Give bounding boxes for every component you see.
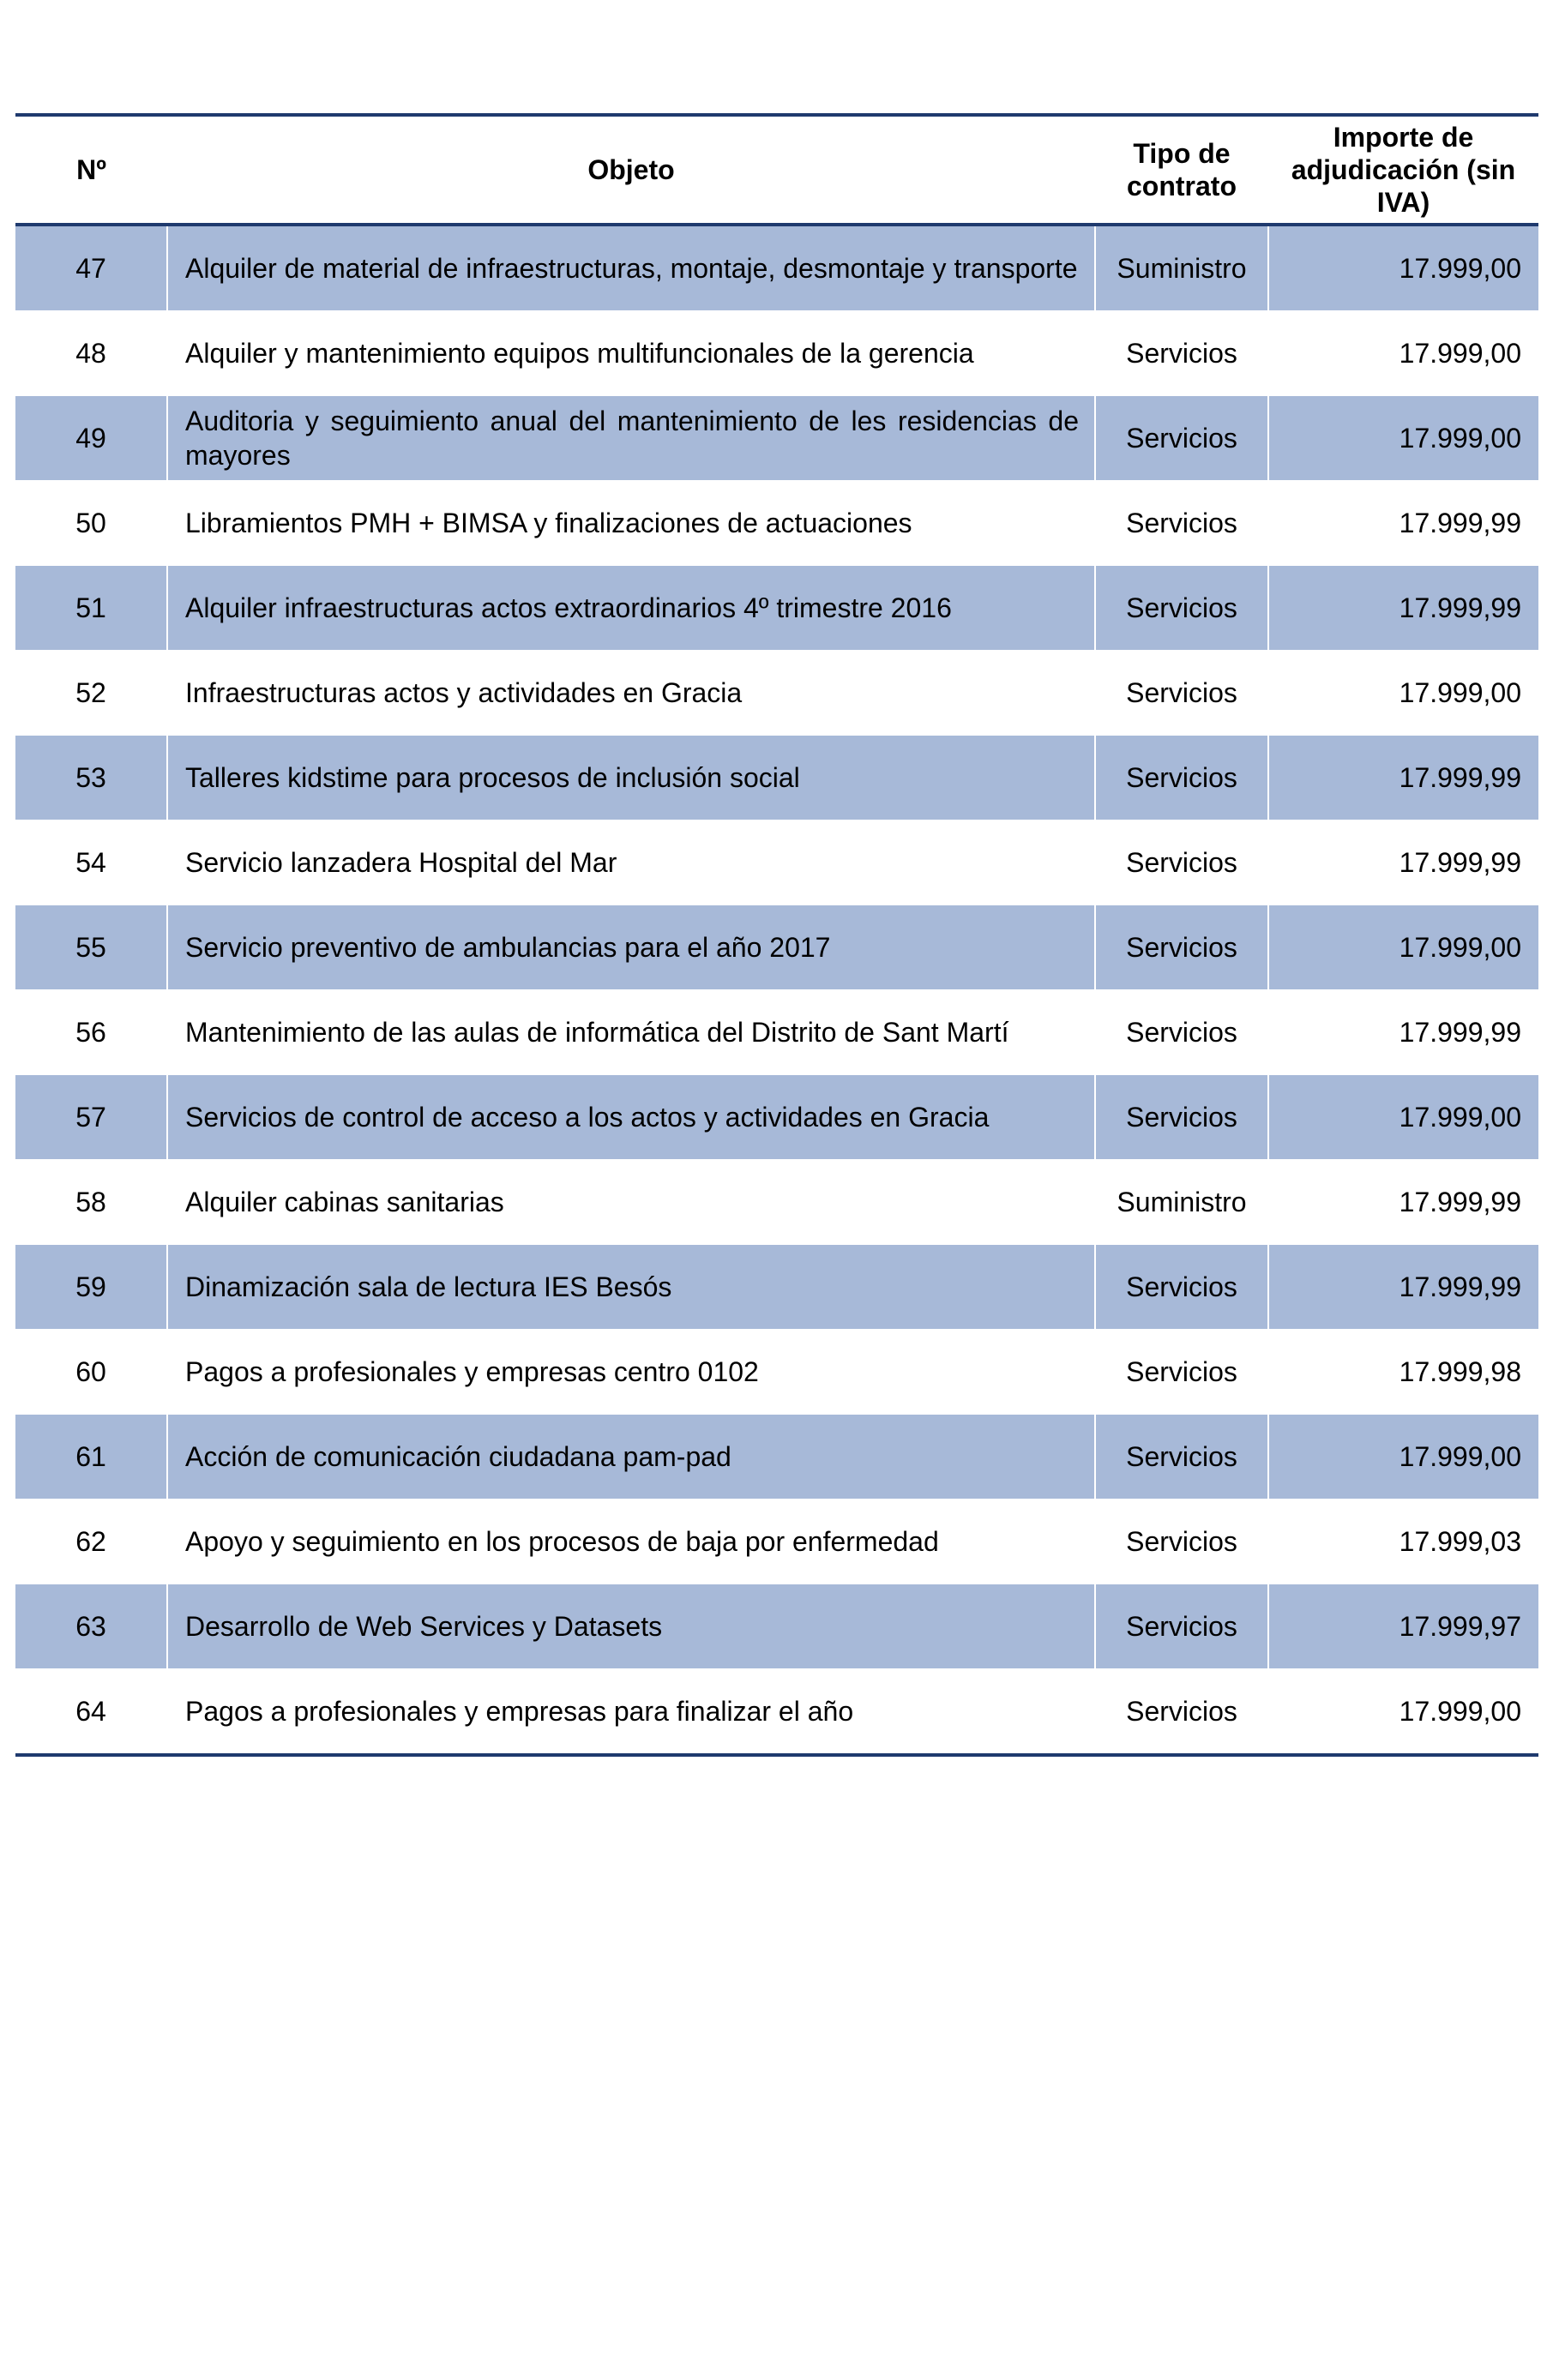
row-num: 49	[15, 396, 167, 481]
row-num: 48	[15, 311, 167, 396]
row-num: 62	[15, 1500, 167, 1584]
row-objeto: Apoyo y seguimiento en los procesos de baja por enfermedad	[167, 1500, 1095, 1584]
table-row	[15, 1500, 1538, 1584]
row-objeto: Infraestructuras actos y actividades en Gracia	[167, 651, 1095, 736]
table-row	[15, 990, 1538, 1075]
row-num: 51	[15, 566, 167, 651]
row-num: 50	[15, 481, 167, 566]
row-tipo: Servicios	[1095, 1245, 1268, 1330]
row-importe: 17.999,99	[1268, 820, 1538, 905]
row-tipo: Suministro	[1095, 1160, 1268, 1245]
table-body	[15, 225, 1538, 1755]
row-importe: 17.999,00	[1268, 1669, 1538, 1756]
row-objeto: Alquiler y mantenimiento equipos multifuncionales de la gerencia	[167, 311, 1095, 396]
row-importe: 17.999,00	[1268, 1075, 1538, 1160]
table-row	[15, 1160, 1538, 1245]
row-tipo: Servicios	[1095, 311, 1268, 396]
row-tipo: Servicios	[1095, 736, 1268, 820]
row-importe: 17.999,00	[1268, 905, 1538, 990]
table-row	[15, 1075, 1538, 1160]
row-objeto: Pagos a profesionales y empresas para finalizar el año	[167, 1669, 1095, 1756]
row-importe: 17.999,03	[1268, 1500, 1538, 1584]
row-tipo: Servicios	[1095, 481, 1268, 566]
row-objeto: Servicio lanzadera Hospital del Mar	[167, 820, 1095, 905]
row-num: 53	[15, 736, 167, 820]
row-num: 61	[15, 1415, 167, 1500]
row-tipo: Servicios	[1095, 396, 1268, 481]
table-row	[15, 566, 1538, 651]
row-objeto: Talleres kidstime para procesos de inclusión social	[167, 736, 1095, 820]
row-importe: 17.999,99	[1268, 736, 1538, 820]
row-importe: 17.999,99	[1268, 566, 1538, 651]
row-tipo: Servicios	[1095, 905, 1268, 990]
table-row	[15, 1669, 1538, 1756]
table-row	[15, 820, 1538, 905]
row-objeto: Mantenimiento de las aulas de informática del Distrito de Sant Martí	[167, 990, 1095, 1075]
row-importe: 17.999,00	[1268, 311, 1538, 396]
row-tipo: Servicios	[1095, 820, 1268, 905]
row-importe: 17.999,99	[1268, 990, 1538, 1075]
row-objeto: Alquiler infraestructuras actos extraordinarios 4º trimestre 2016	[167, 566, 1095, 651]
row-objeto: Alquiler de material de infraestructuras, montaje, desmontaje y transporte	[167, 225, 1095, 311]
table-row	[15, 481, 1538, 566]
contracts-table	[15, 113, 1538, 1757]
row-num: 47	[15, 225, 167, 311]
row-importe: 17.999,00	[1268, 225, 1538, 311]
row-tipo: Servicios	[1095, 566, 1268, 651]
table-row	[15, 1245, 1538, 1330]
row-objeto: Libramientos PMH + BIMSA y finalizaciones de actuaciones	[167, 481, 1095, 566]
row-importe: 17.999,00	[1268, 1415, 1538, 1500]
row-num: 54	[15, 820, 167, 905]
table-row	[15, 225, 1538, 311]
row-importe: 17.999,98	[1268, 1330, 1538, 1415]
row-importe: 17.999,99	[1268, 1160, 1538, 1245]
table-header-row	[15, 115, 1538, 225]
row-objeto: Dinamización sala de lectura IES Besós	[167, 1245, 1095, 1330]
row-importe: 17.999,00	[1268, 396, 1538, 481]
row-tipo: Suministro	[1095, 225, 1268, 311]
row-tipo: Servicios	[1095, 990, 1268, 1075]
row-num: 60	[15, 1330, 167, 1415]
row-objeto: Pagos a profesionales y empresas centro 0102	[167, 1330, 1095, 1415]
table-row	[15, 1415, 1538, 1500]
row-num: 52	[15, 651, 167, 736]
row-objeto: Alquiler cabinas sanitarias	[167, 1160, 1095, 1245]
row-tipo: Servicios	[1095, 1330, 1268, 1415]
table-row	[15, 905, 1538, 990]
header-objeto: Objeto	[167, 115, 1095, 225]
row-importe: 17.999,99	[1268, 481, 1538, 566]
row-objeto: Acción de comunicación ciudadana pam-pad	[167, 1415, 1095, 1500]
table-row	[15, 311, 1538, 396]
table-row	[15, 1584, 1538, 1669]
row-num: 63	[15, 1584, 167, 1669]
row-objeto: Desarrollo de Web Services y Datasets	[167, 1584, 1095, 1669]
row-tipo: Servicios	[1095, 1075, 1268, 1160]
row-num: 64	[15, 1669, 167, 1756]
table-row	[15, 736, 1538, 820]
header-importe: Importe de adjudicación (sin IVA)	[1268, 115, 1538, 225]
contracts-table-container	[15, 113, 1538, 1757]
row-objeto: Servicio preventivo de ambulancias para el año 2017	[167, 905, 1095, 990]
row-objeto: Servicios de control de acceso a los actos y actividades en Gracia	[167, 1075, 1095, 1160]
table-row	[15, 1330, 1538, 1415]
row-num: 55	[15, 905, 167, 990]
row-tipo: Servicios	[1095, 1415, 1268, 1500]
table-row	[15, 396, 1538, 481]
header-tipo-contrato: Tipo de contrato	[1095, 115, 1268, 225]
row-tipo: Servicios	[1095, 1669, 1268, 1756]
row-importe: 17.999,97	[1268, 1584, 1538, 1669]
row-objeto: Auditoria y seguimiento anual del mantenimiento de les residencias de mayores	[167, 396, 1095, 481]
row-importe: 17.999,99	[1268, 1245, 1538, 1330]
row-tipo: Servicios	[1095, 1500, 1268, 1584]
row-num: 58	[15, 1160, 167, 1245]
row-tipo: Servicios	[1095, 651, 1268, 736]
row-importe: 17.999,00	[1268, 651, 1538, 736]
header-num: Nº	[15, 115, 167, 225]
table-row	[15, 651, 1538, 736]
row-tipo: Servicios	[1095, 1584, 1268, 1669]
row-num: 56	[15, 990, 167, 1075]
row-num: 59	[15, 1245, 167, 1330]
row-num: 57	[15, 1075, 167, 1160]
